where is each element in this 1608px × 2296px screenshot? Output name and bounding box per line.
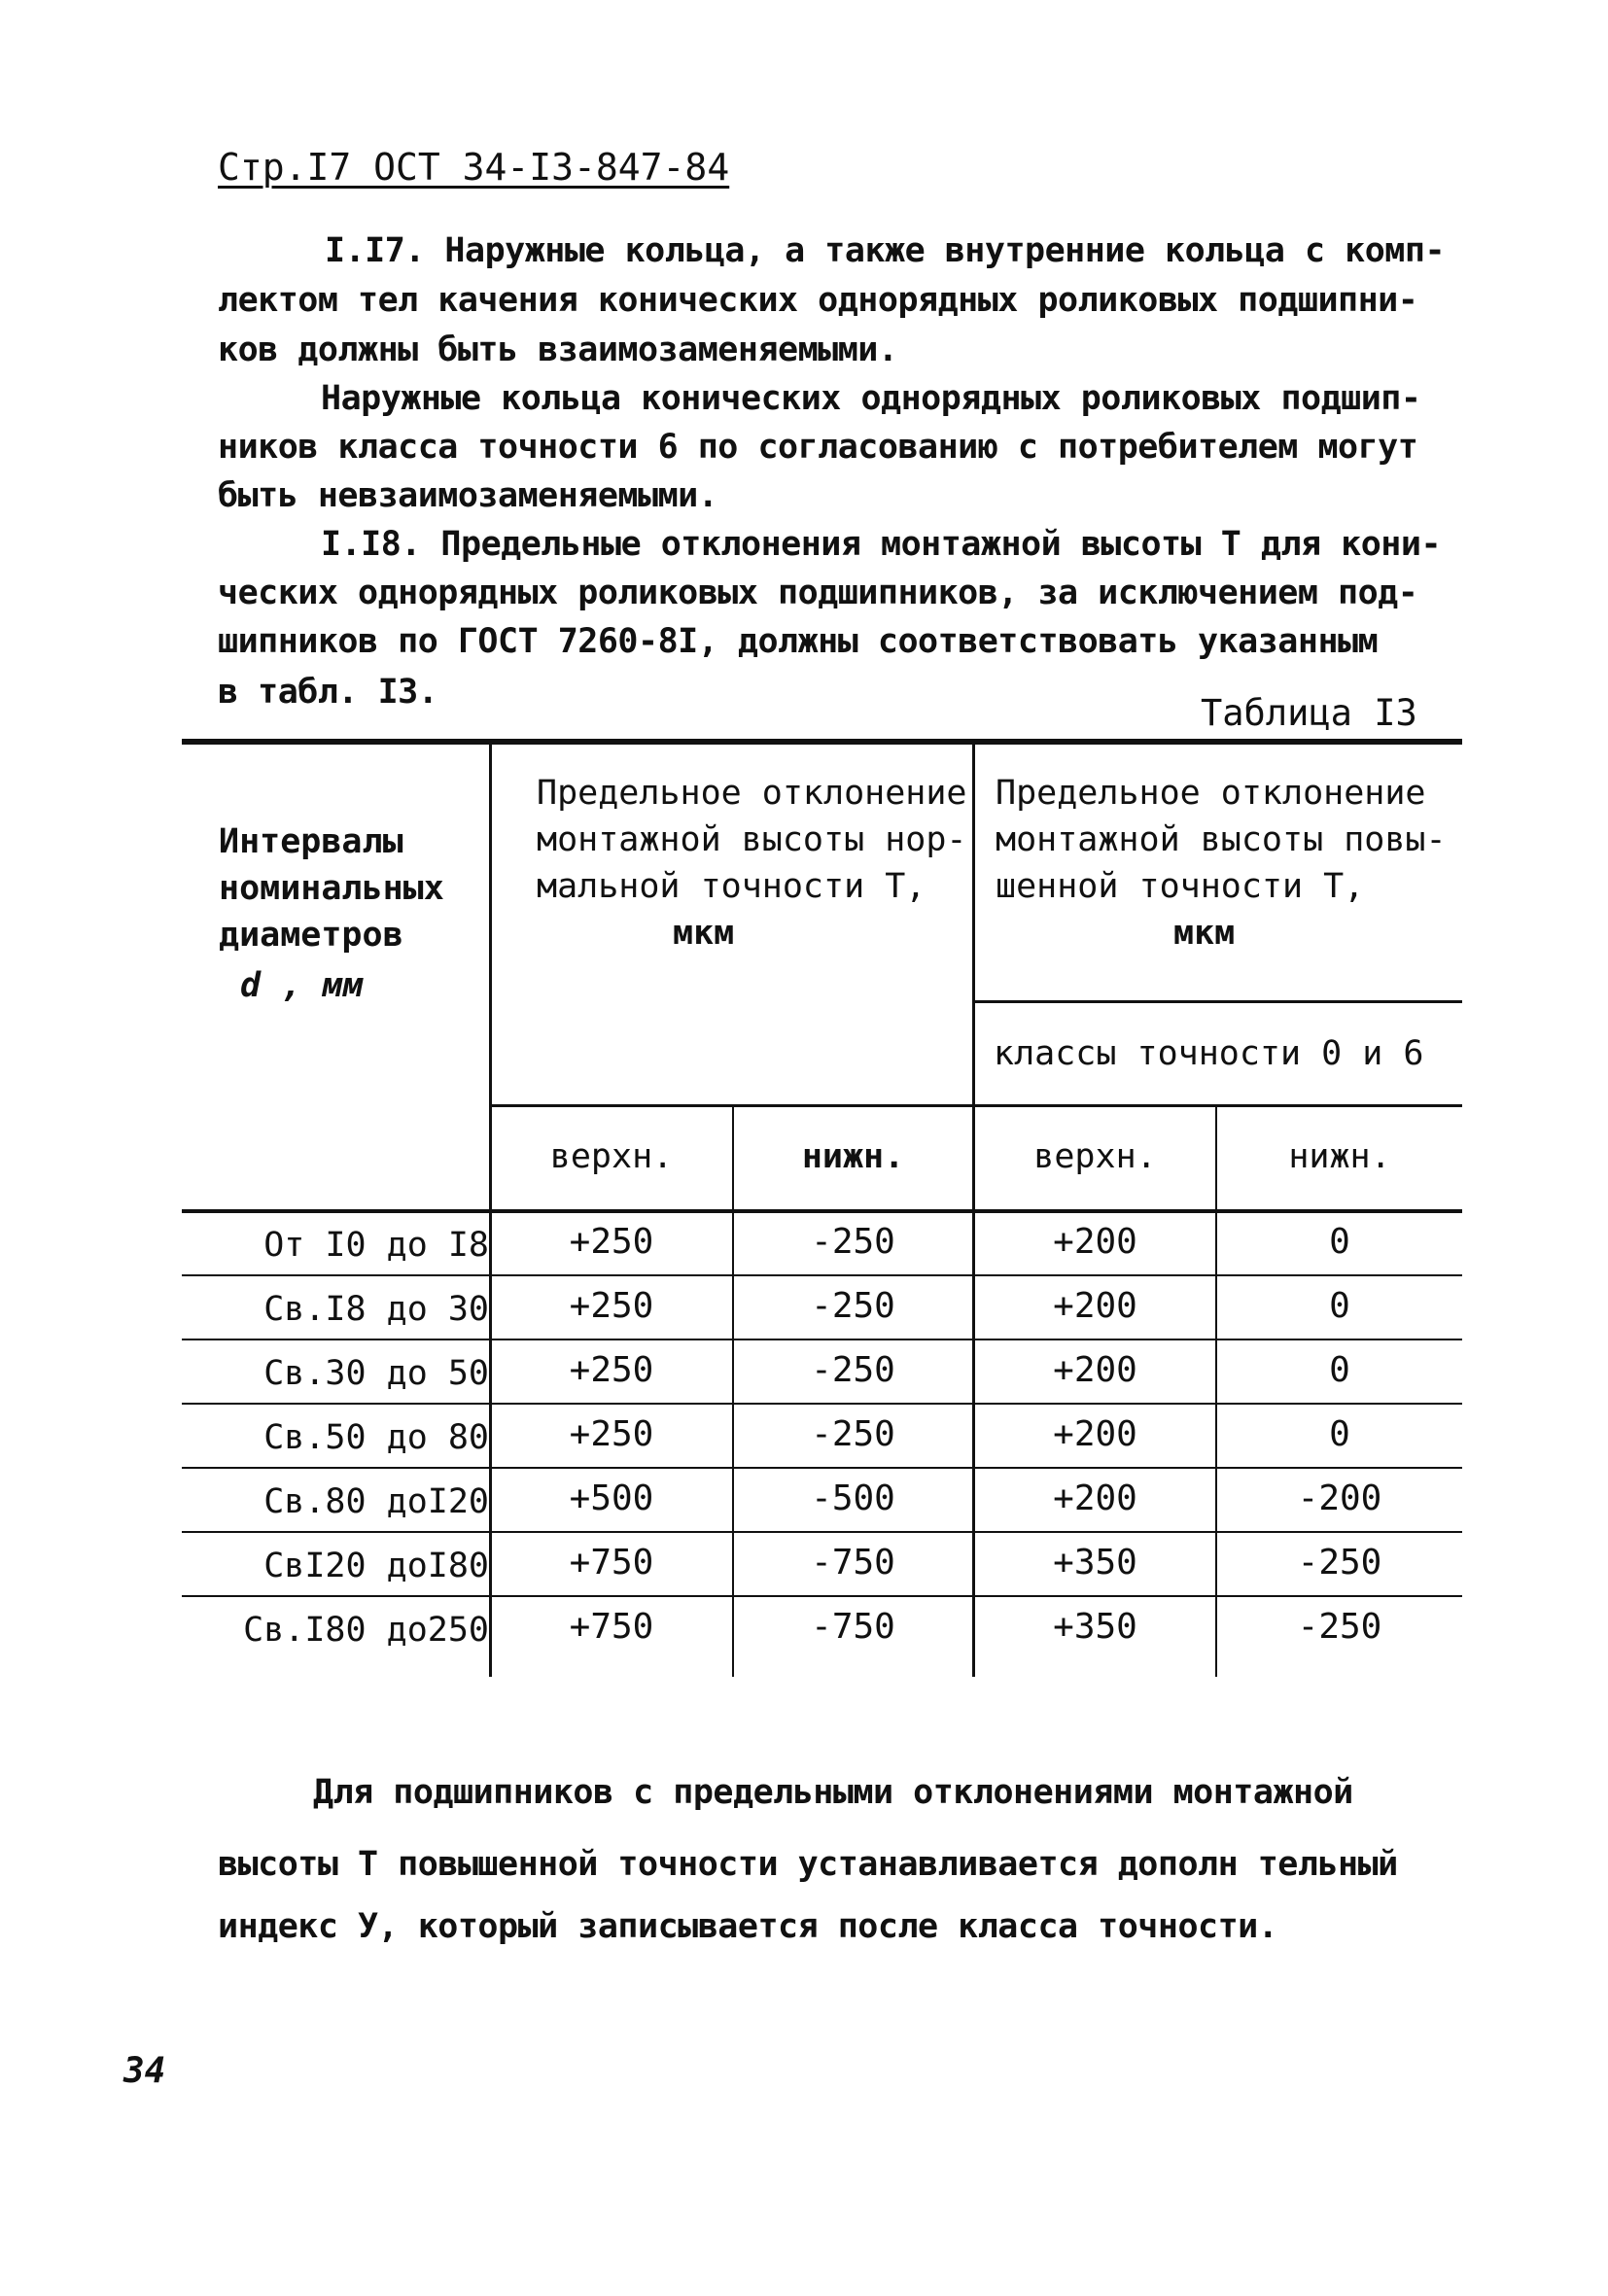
- row-high-upper: +200: [1053, 1222, 1137, 1262]
- paragraph-1-line-1: I.I7. Наружные кольца, а также внутренние кольца с комп-: [325, 231, 1446, 270]
- header-interval-line-3: диаметров: [219, 916, 403, 955]
- row-interval: Св.80 доI20: [263, 1482, 489, 1521]
- row-high-lower: 0: [1329, 1286, 1350, 1326]
- row-normal-upper: +250: [569, 1222, 654, 1262]
- row-normal-lower: -250: [811, 1414, 895, 1454]
- header-normal-line-2: монтажной высоты нор-: [537, 820, 967, 859]
- document-header: Стр.I7 ОСТ 34-I3-847-84: [218, 146, 730, 189]
- row-interval: От I0 до I8: [263, 1226, 489, 1265]
- row-high-lower: -250: [1297, 1543, 1382, 1583]
- header-normal-line-1: Предельное отклонение: [537, 774, 967, 813]
- row-interval: Св.I80 до250: [243, 1611, 489, 1650]
- header-interval-line-2: номинальных: [219, 869, 444, 908]
- header-high-line-4: мкм: [1173, 914, 1236, 953]
- row-interval: Св.I8 до 30: [263, 1290, 489, 1329]
- row-normal-lower: -250: [811, 1350, 895, 1390]
- row-normal-upper: +250: [569, 1414, 654, 1454]
- table-row-rule: [182, 1595, 1462, 1597]
- table-row-rule: [182, 1467, 1462, 1469]
- table-subheader-rule: [491, 1104, 1462, 1107]
- header-high-lower: нижн.: [1288, 1137, 1391, 1176]
- header-normal-upper: верхн.: [549, 1137, 674, 1176]
- paragraph-3-line-3: шипников по ГОСТ 7260-8I, должны соответствовать указанным: [218, 622, 1379, 661]
- table-row-rule: [182, 1339, 1462, 1340]
- row-interval: СвI20 доI80: [263, 1547, 489, 1585]
- paragraph-1-line-3: ков должны быть взаимозаменяемыми.: [218, 330, 898, 369]
- row-high-lower: 0: [1329, 1414, 1350, 1454]
- header-interval-line-4: d , мм: [240, 966, 364, 1005]
- row-high-upper: +200: [1053, 1414, 1137, 1454]
- row-high-upper: +350: [1053, 1543, 1137, 1583]
- paragraph-3-line-1: I.I8. Предельные отклонения монтажной высоты Т для кони-: [321, 525, 1442, 564]
- row-normal-upper: +250: [569, 1350, 654, 1390]
- row-normal-upper: +250: [569, 1286, 654, 1326]
- row-normal-lower: -500: [811, 1478, 895, 1518]
- header-normal-lower: нижн.: [801, 1137, 905, 1176]
- row-normal-upper: +500: [569, 1478, 654, 1518]
- header-high-line-2: монтажной высоты повы-: [996, 820, 1447, 859]
- header-interval-line-1: Интервалы: [219, 822, 403, 861]
- note-line-3: индекс У, который записывается после класса точности.: [218, 1907, 1278, 1946]
- header-high-line-3: шенной точности Т,: [996, 867, 1365, 906]
- page-number: 34: [123, 2051, 166, 2091]
- header-normal-line-4: мкм: [673, 914, 735, 953]
- row-high-upper: +200: [1053, 1350, 1137, 1390]
- paragraph-3-line-2: ческих однорядных роликовых подшипников, за исключением под-: [218, 574, 1418, 612]
- table-header-bottom-rule: [182, 1209, 1462, 1213]
- row-normal-lower: -750: [811, 1543, 895, 1583]
- tolerance-table: [182, 739, 1462, 1677]
- row-normal-lower: -750: [811, 1607, 895, 1647]
- row-normal-upper: +750: [569, 1607, 654, 1647]
- paragraph-1-line-2: лектом тел качения конических однорядных роликовых подшипни-: [218, 281, 1418, 320]
- paragraph-2-line-3: быть невзаимозаменяемыми.: [218, 476, 718, 515]
- row-normal-lower: -250: [811, 1222, 895, 1262]
- row-normal-upper: +750: [569, 1543, 654, 1583]
- table-row-rule: [182, 1531, 1462, 1533]
- table-col-divider: [732, 1105, 734, 1677]
- paragraph-3-line-4: в табл. I3.: [218, 673, 438, 712]
- note-line-1: Для подшипников с предельными отклонениями монтажной: [313, 1773, 1353, 1812]
- table-row-rule: [182, 1274, 1462, 1276]
- row-high-lower: 0: [1329, 1222, 1350, 1262]
- table-classes-rule: [974, 1000, 1462, 1003]
- row-high-lower: -200: [1297, 1478, 1382, 1518]
- table-col-divider: [489, 739, 492, 1677]
- header-high-upper: верхн.: [1033, 1137, 1157, 1176]
- paragraph-2-line-1: Наружные кольца конических однорядных роликовых подшип-: [321, 379, 1421, 418]
- table-col-divider: [972, 739, 975, 1677]
- row-interval: Св.30 до 50: [263, 1354, 489, 1393]
- table-top-rule: [182, 739, 1462, 745]
- row-high-lower: 0: [1329, 1350, 1350, 1390]
- table-col-divider: [1215, 1105, 1217, 1677]
- row-high-upper: +200: [1053, 1478, 1137, 1518]
- row-interval: Св.50 до 80: [263, 1418, 489, 1457]
- paragraph-2-line-2: ников класса точности 6 по согласованию с потребителем могут: [218, 428, 1418, 467]
- table-row-rule: [182, 1403, 1462, 1405]
- header-precision-classes: классы точности 0 и 6: [994, 1034, 1424, 1073]
- row-high-upper: +350: [1053, 1607, 1137, 1647]
- note-line-2: высоты Т повышенной точности устанавливается дополн тельный: [218, 1845, 1398, 1884]
- row-normal-lower: -250: [811, 1286, 895, 1326]
- row-high-lower: -250: [1297, 1607, 1382, 1647]
- header-normal-line-3: мальной точности Т,: [537, 867, 926, 906]
- header-high-line-1: Предельное отклонение: [996, 774, 1426, 813]
- table-title: Таблица I3: [1201, 692, 1417, 734]
- row-high-upper: +200: [1053, 1286, 1137, 1326]
